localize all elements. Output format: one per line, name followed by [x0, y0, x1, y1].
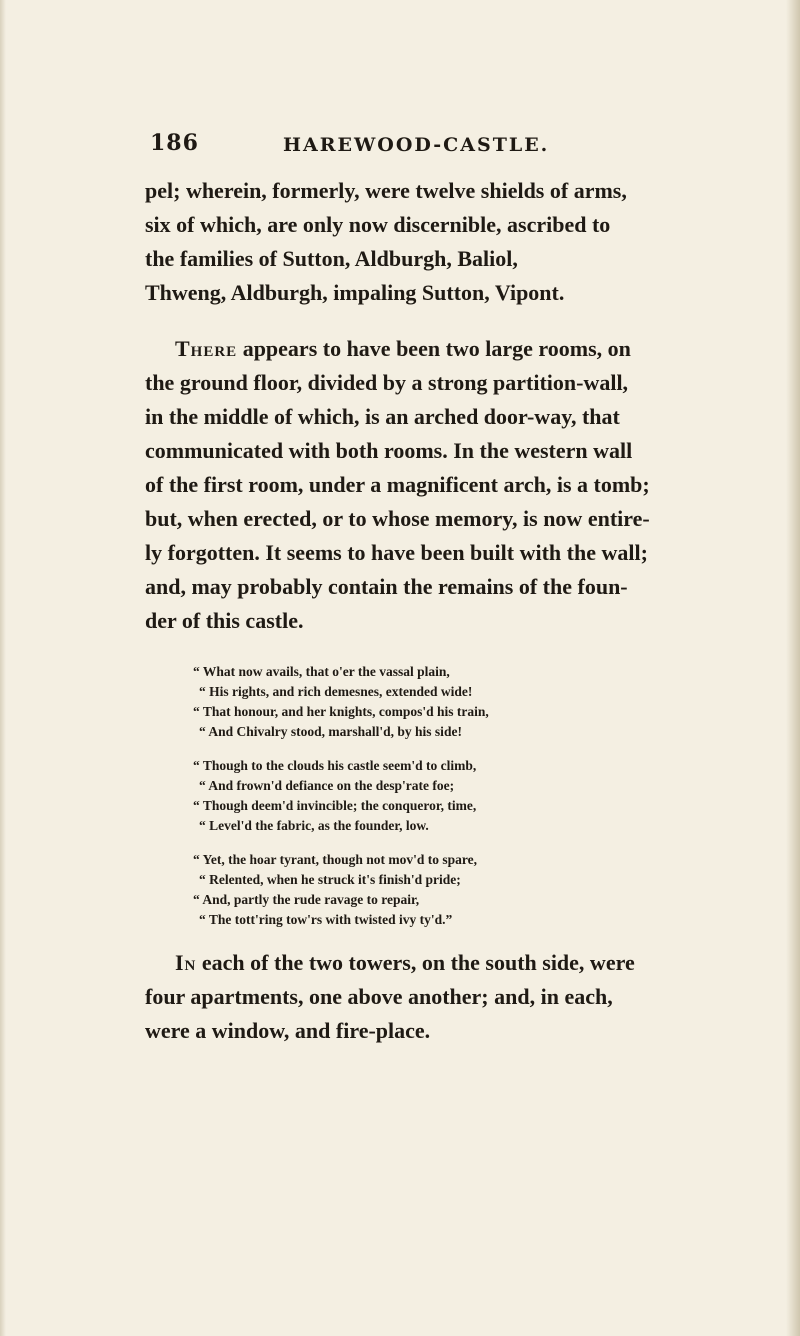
verse-line: “ Yet, the hoar tyrant, though not mov'd to spare, — [193, 852, 478, 867]
verse-line: “ What now avails, that o'er the vassal plain, — [193, 664, 450, 679]
text-line: in the middle of which, is an arched door-way, that — [145, 404, 620, 429]
verse-line: “ Level'd the fabric, as the founder, low. — [199, 818, 429, 833]
text-line: but, when erected, or to whose memory, is now entire- — [145, 506, 650, 531]
verse-line: “ That honour, and her knights, compos'd his train, — [193, 704, 489, 719]
paragraph-lead-word: In — [175, 950, 197, 975]
verse-line: “ The tott'ring tow'rs with twisted ivy ty'd.” — [199, 912, 453, 927]
text-line: were a window, and fire-place. — [145, 1018, 431, 1043]
verse-line: “ And, partly the rude ravage to repair, — [193, 892, 420, 907]
page-edge-left — [0, 0, 6, 1336]
stanza — [145, 662, 775, 742]
text-line: pel; wherein, formerly, were twelve shields of arms, — [145, 178, 627, 203]
text-line: four apartments, one above another; and, in each, — [145, 984, 613, 1009]
book-page — [145, 128, 775, 1048]
text-line: communicated with both rooms. In the western wall — [145, 438, 633, 463]
text-line: of the first room, under a magnificent arch, is a tomb; — [145, 472, 650, 497]
verse-line: “ Though deem'd invincible; the conqueror, time, — [193, 798, 477, 813]
verse-line: “ And frown'd defiance on the desp'rate foe; — [199, 778, 455, 793]
text-line: and, may probably contain the remains of the foun- — [145, 574, 628, 599]
paragraph-lead-word: There — [175, 336, 238, 361]
stanza — [145, 850, 775, 930]
text-line: There appears to have been two large rooms, on — [175, 336, 631, 361]
verse-line: “ Relented, when he struck it's finish'd pride; — [199, 872, 461, 887]
text-line: the families of Sutton, Aldburgh, Baliol, — [145, 246, 518, 271]
stanza — [145, 756, 775, 836]
verse-line: “ And Chivalry stood, marshall'd, by his side! — [199, 724, 462, 739]
text-line: In each of the two towers, on the south side, were — [175, 950, 635, 975]
verse-line: “ Though to the clouds his castle seem'd to climb, — [193, 758, 477, 773]
paragraph-shields — [145, 174, 765, 310]
text-line: der of this castle. — [145, 608, 304, 633]
verse-quotation — [145, 662, 775, 930]
page-header — [145, 128, 775, 174]
page-number: 186 — [150, 130, 199, 156]
text-line: six of which, are only now discernible, ascribed to — [145, 212, 611, 237]
verse-line: “ His rights, and rich demesnes, extended wide! — [199, 684, 473, 699]
page-edge-right — [786, 0, 800, 1336]
running-head: HAREWOOD-CASTLE. — [283, 134, 550, 156]
paragraph-rooms — [145, 332, 765, 638]
text-line: the ground floor, divided by a strong partition-wall, — [145, 370, 629, 395]
text-line: Thweng, Aldburgh, impaling Sutton, Vipont. — [145, 280, 565, 305]
text-line: ly forgotten. It seems to have been built with the wall; — [145, 540, 648, 565]
paragraph-towers — [145, 946, 765, 1048]
